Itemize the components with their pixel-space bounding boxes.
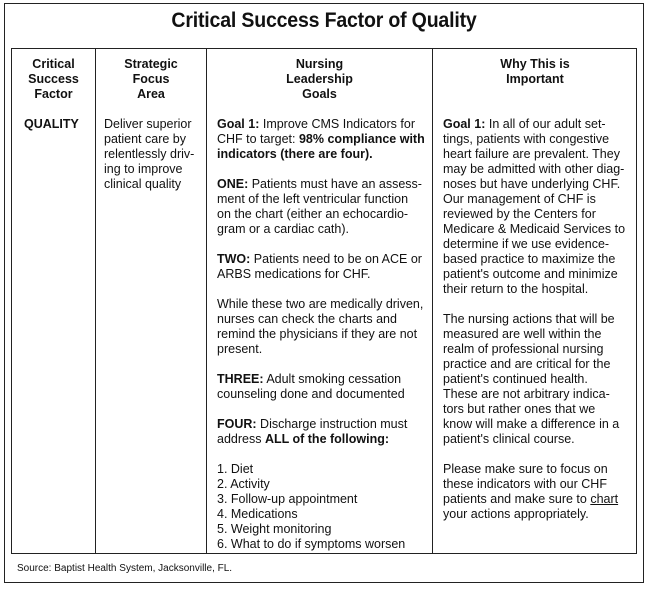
list-item: 1. Diet <box>217 462 254 476</box>
source-caption: Source: Baptist Health System, Jacksonville, FL. <box>17 563 233 574</box>
discharge-list <box>217 462 432 552</box>
header-critical-success-factor: Critical Success Factor <box>28 57 79 101</box>
goal-1-paragraph: Goal 1: Improve CMS Indicators for CHF to target: 98% compliance with indicators (there are four). <box>217 117 425 161</box>
why-paragraph-3: Please make sure to focus on these indicators with our CHF patients and make sure to chart your actions appropriately. <box>443 462 619 521</box>
focus-area-text: Deliver superior patient care by relentlessly driv- ing to improve clinical quality <box>104 117 195 191</box>
why-text <box>433 117 637 522</box>
column-critical-success-factor <box>12 49 95 132</box>
list-item: 2. Activity <box>217 477 270 491</box>
nurses-paragraph: While these two are medically driven, nurses can check the charts and remind the physicians if they are not present. <box>217 297 424 356</box>
goal-three-paragraph: THREE: Adult smoking cessation counseling done and documented <box>217 372 405 401</box>
list-item: 5. Weight monitoring <box>217 522 332 536</box>
goal-four-paragraph: FOUR: Discharge instruction must address ALL of the following: <box>217 417 408 446</box>
list-item: 4. Medications <box>217 507 298 521</box>
chart-underlined-word: chart <box>590 492 619 506</box>
goals-text <box>207 117 432 552</box>
goal-two-paragraph: TWO: Patients need to be on ACE or ARBS medications for CHF. <box>217 252 422 281</box>
why-paragraph-1: Goal 1: In all of our adult set- tings, patients with congestive heart failure are prevalent. They may be admitted with other diag- noses but have underlying CHF. Our management of CHF is reviewed by the Centers for Medicare & Medicaid Services to determine if we use evidence- based practice to maximize the patient's outcome and minimize their return to the hospital. <box>443 117 626 296</box>
page-title: Critical Success Factor of Quality <box>171 9 477 32</box>
column-strategic-focus-area <box>96 49 206 192</box>
column-nursing-leadership-goals <box>207 49 432 552</box>
list-item: 6. What to do if symptoms worsen <box>217 537 406 551</box>
list-item: 3. Follow-up appointment <box>217 492 358 506</box>
header-strategic-focus-area: Strategic Focus Area <box>124 57 178 101</box>
header-nursing-leadership-goals: Nursing Leadership Goals <box>286 57 353 101</box>
header-why-this-is-important: Why This is Important <box>500 57 570 86</box>
goal-one-paragraph: ONE: Patients must have an assess- ment of the left ventricular function on the chart (either an echocardio- gram or a cardiac cath). <box>217 177 422 236</box>
column-why-this-is-important <box>433 49 637 522</box>
factor-value: QUALITY <box>24 117 79 131</box>
quality-table <box>11 48 637 554</box>
why-paragraph-2: The nursing actions that will be measured are well within the realm of professional nursing practice and are critical for the patient's continued health. These are not arbitrary indica- tors but rather ones that we know will make a difference in a patient's clinical course. <box>443 312 620 446</box>
